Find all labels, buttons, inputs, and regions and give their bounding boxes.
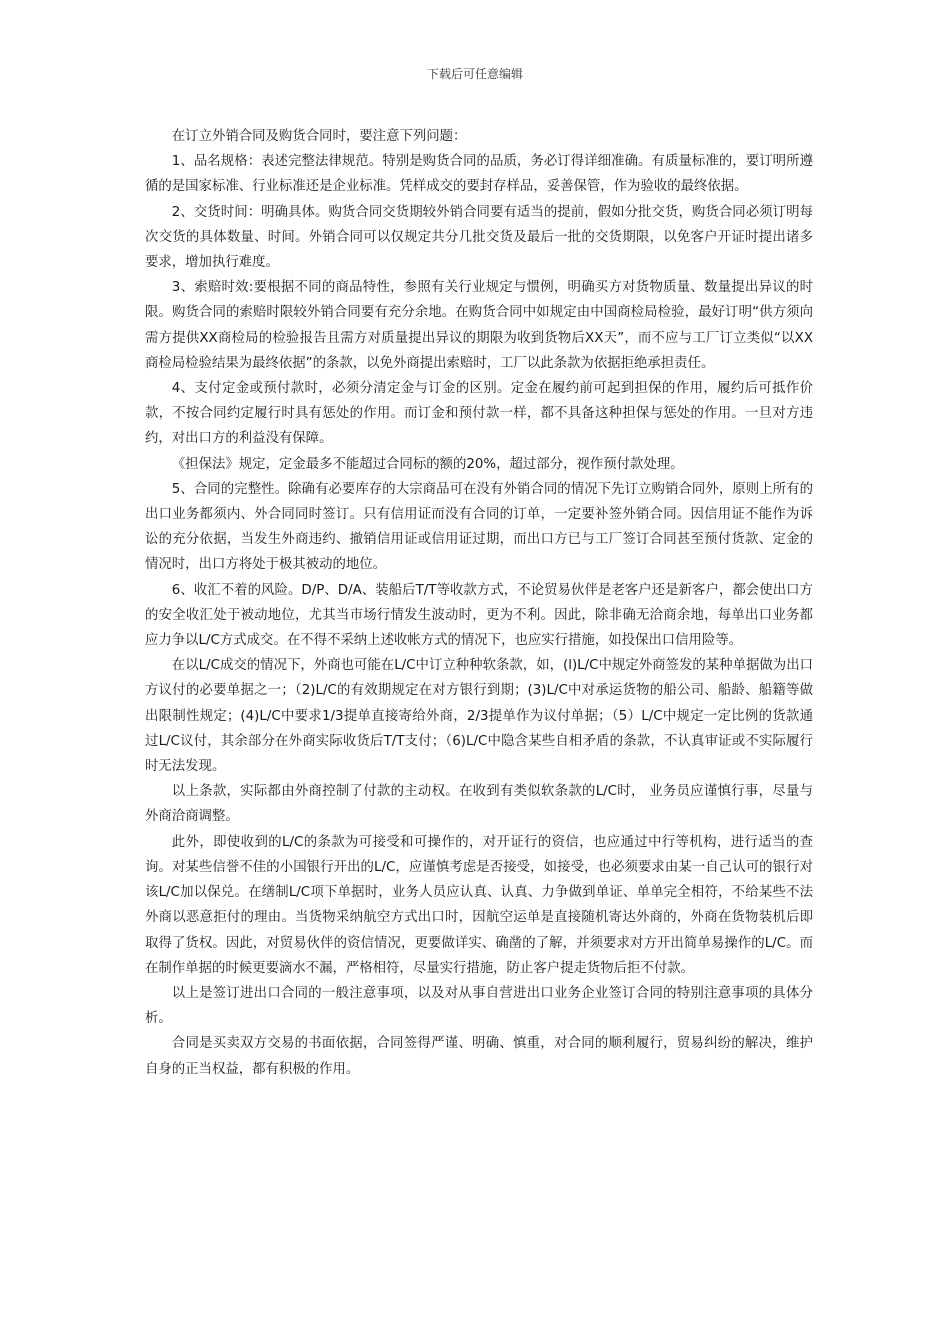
summary-paragraph: 以上是签订进出口合同的一般注意事项，以及对从事自营进出口业务企业签订合同的特别注意事项的具体分析。 [145, 985, 813, 1027]
lc-caution-paragraph: 以上条款，实际都由外商控制了付款的主动权。在收到有类似软条款的L/C时， 业务员应谨慎行事，尽量与外商洽商调整。 [145, 784, 813, 825]
document-body [145, 124, 813, 1082]
item-3-claim-period-paragraph: 3、索赔时效:要根据不同的商品特性，参照有关行业规定与惯例，明确买方对货物质量、数量提出异议的时限。购货合同的索赔时限较外销合同要有充分余地。在购货合同中如规定由中国商检局检验，最好订明“供方须向需方提供XX商检局的检验报告且需方对质量提出异议的期限为收到货物后XX天”，而不应与工厂订立类似“以XX商检局检验结果为最终依据”的条款，以免外商提出索赔时，工厂以此条款为依据拒绝承担责任。 [145, 280, 813, 371]
guarantee-law-paragraph: 《担保法》规定，定金最多不能超过合同标的额的20%，超过部分，视作预付款处理。 [171, 456, 684, 472]
conclusion-paragraph: 合同是买卖双方交易的书面依据，合同签得严谨、明确、慎重，对合同的顺利履行，贸易纠纷的解决，维护自身的正当权益，都有积极的作用。 [145, 1036, 813, 1077]
issuing-bank-credit-paragraph: 此外，即使收到的L/C的条款为可接受和可操作的，对开证行的资信，也应通过中行等机构，进行适当的查询。对某些信誉不佳的小国银行开出的L/C，应谨慎考虑是否接受，如接受，也必须要求由某一自己认可的银行对该L/C加以保兑。在缮制L/C项下单据时，业务人员应认真、认真、力争做到单证、单单完全相符，不给某些不法外商以恶意拒付的理由。当货物采纳航空方式出口时，因航空运单是直接随机寄达外商的，外商在货物装机后即取得了货权。因此，对贸易伙伴的资信情况，更要做详实、确凿的了解，并须要求对方开出简单易操作的L/C。而在制作单据的时候更要滴水不漏，严格相符，尽量实行措施，防止客户提走货物后拒不付款。 [145, 834, 813, 976]
page-header: 下载后可任意编辑 [426, 67, 523, 81]
item-1-product-spec-paragraph: 1、品名规格：表述完整法律规范。特别是购货合同的品质，务必订得详细准确。有质量标准的，要订明所遵循的是国家标准、行业标准还是企业标准。凭样成交的要封存样品，妥善保管，作为验收的最终依据。 [145, 154, 813, 195]
item-5-contract-completeness-paragraph: 5、合同的完整性。除确有必要库存的大宗商品可在没有外销合同的情况下先订立购销合同外，原则上所有的出口业务都须内、外合同同时签订。只有信用证而没有合同的订单，一定要补签外销合同。因信用证不能作为诉讼的充分依据，当发生外商违约、撤销信用证或信用证过期，而出口方已与工厂签订合同甚至预付货款、定金的情况时，出口方将处于极其被动的地位。 [145, 481, 813, 573]
intro-paragraph: 在订立外销合同及购货合同时，要注意下列问题： [171, 129, 467, 144]
item-4-deposit-paragraph: 4、支付定金或预付款时，必须分清定金与订金的区别。定金在履约前可起到担保的作用，履约后可抵作价款，不按合同约定履行时具有惩处的作用。而订金和预付款一样，都不具备这种担保与惩处的作用。一旦对方违约，对出口方的利益没有保障。 [145, 381, 813, 447]
item-6-collection-risk-paragraph: 6、收汇不着的风险。D/P、D/A、装船后T/T等收款方式，不论贸易伙伴是老客户还是新客户，都会使出口方的安全收汇处于被动地位，尤其当市场行情发生波动时，更为不利。因此，除非确无洽商余地，每单出口业务都应力争以L/C方式成交。在不得不采纳上述收帐方式的情况下，也应实行措施，如投保出口信用险等。 [145, 582, 813, 649]
lc-soft-clauses-paragraph: 在以L/C成交的情况下，外商也可能在L/C中订立种种软条款，如，(l)L/C中规定外商签发的某种单据做为出口方议付的必要单据之一；（2)L/C的有效期规定在对方银行到期；(3)L/C中对承运货物的船公司、船龄、船籍等做出限制性规定；(4)L/C中要求1/3提单直接寄给外商，2/3提单作为议付单据；（5）L/C中规定一定比例的货款通过L/C议付，其余部分在外商实际收货后T/T支付；（6)L/C中隐含某些自相矛盾的条款，不认真审证或不实际履行时无法发现。 [145, 658, 813, 775]
item-2-delivery-time-paragraph: 2、交货时间：明确具体。购货合同交货期较外销合同要有适当的提前，假如分批交货，购货合同必须订明每次交货的具体数量、时间。外销合同可以仅规定共分几批交货及最后一批的交货期限，以免客户开证时提出诸多要求，增加执行难度。 [145, 204, 813, 271]
